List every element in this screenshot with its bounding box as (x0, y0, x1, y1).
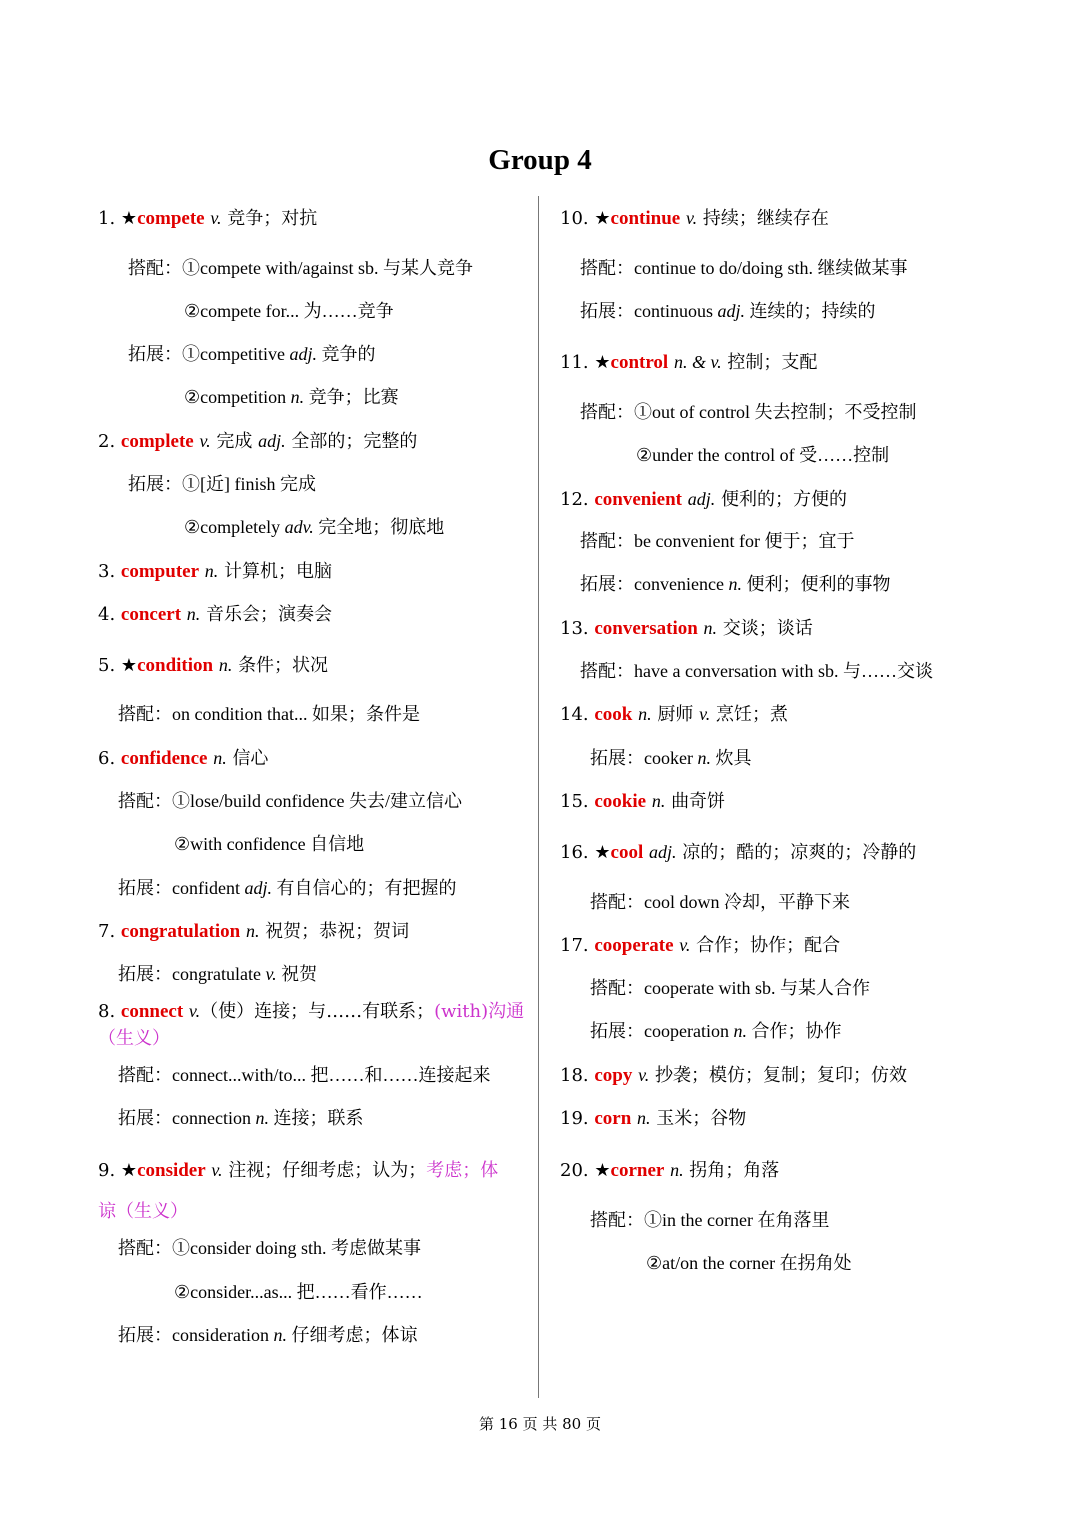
meaning: 条件；状况 (238, 655, 329, 676)
extension-label: 拓展： (580, 574, 634, 594)
entry-20-headword-line (560, 1158, 779, 1184)
extension-word: ①competitive (182, 344, 285, 364)
part-of-speech-2: adj. (258, 431, 286, 451)
entry-14-headword-line (560, 702, 788, 728)
collocation-label: 搭配： (118, 704, 172, 724)
collocation-label: 搭配： (590, 892, 644, 912)
entry-number: 15. (560, 791, 589, 812)
entry-18-headword-line (560, 1063, 907, 1089)
collocation-text: ①out of control 失去控制；不受控制 (634, 402, 917, 422)
entry-7-extension-1 (118, 962, 317, 988)
entry-number: 2. (98, 431, 116, 452)
part-of-speech: n. (651, 791, 666, 811)
part-of-speech: n. (273, 1325, 287, 1345)
extended-meaning: 考虑；体 (426, 1160, 499, 1181)
meaning: 持续；继续存在 (702, 208, 829, 229)
part-of-speech: n. (255, 1108, 269, 1128)
entry-2-extension-1 (128, 472, 316, 498)
headword: copy (594, 1065, 633, 1086)
meaning: 信心 (232, 748, 269, 769)
entry-number: 12. (560, 489, 589, 510)
entry-number: 4. (98, 604, 116, 625)
collocation-text: ①in the corner 在角落里 (644, 1210, 830, 1230)
entry-8-collocation-1 (118, 1063, 490, 1089)
collocation-label: 搭配： (128, 258, 182, 278)
meaning: 便利的；方便的 (720, 489, 847, 510)
entry-1-collocation-2 (184, 299, 394, 325)
extension-word: continuous (634, 301, 713, 321)
meaning: （使）连接；与……有联系； (200, 1001, 435, 1022)
entry-number: 11. (560, 352, 589, 373)
entry-number: 18. (560, 1065, 589, 1086)
entry-number: 17. (560, 935, 589, 956)
part-of-speech: n. (670, 1160, 684, 1180)
extension-word: cooperation (644, 1021, 729, 1041)
extension-word: congratulate (172, 964, 261, 984)
entry-11-collocation-1 (580, 400, 916, 426)
entry-13-collocation-1 (580, 659, 933, 685)
extension-meaning: 合作；协作 (751, 1021, 842, 1041)
entry-number: 9. (98, 1160, 116, 1181)
extension-meaning: 完全地；彻底地 (318, 517, 445, 537)
entry-number: 5. (98, 655, 116, 676)
entry-8-headword-line-cont (98, 1027, 170, 1053)
part-of-speech: v. (199, 431, 211, 451)
extension-word: cooker (644, 748, 693, 768)
extension-word: ②completely (184, 517, 281, 537)
star-icon: ★ (594, 842, 611, 863)
entry-19-headword-line (560, 1106, 746, 1132)
entry-9-collocation-2 (174, 1280, 423, 1306)
entry-1-extension-1 (128, 342, 376, 368)
entry-5-headword-line (98, 653, 328, 679)
headword: cool (610, 842, 644, 863)
headword: condition (137, 655, 214, 676)
meaning: 注视；仔细考虑；认为； (228, 1160, 427, 1181)
part-of-speech: n. (213, 748, 227, 768)
extension-meaning: 便利；便利的事物 (746, 574, 891, 594)
entry-number: 1. (98, 208, 116, 229)
entry-9-headword-line (98, 1158, 498, 1184)
part-of-speech: n. (728, 574, 742, 594)
part-of-speech: n. (638, 704, 652, 724)
headword: corner (610, 1160, 665, 1181)
entry-6-headword-line (98, 746, 268, 772)
collocation-label: 搭配： (590, 978, 644, 998)
part-of-speech: v. (210, 208, 222, 228)
part-of-speech: n. (703, 618, 718, 638)
entry-8-headword-line (98, 999, 524, 1025)
meaning-2: 全部的；完整的 (291, 431, 418, 452)
entry-1-collocation-1 (128, 256, 473, 282)
part-of-speech: v. (211, 1160, 223, 1180)
entry-4-headword-line (98, 602, 332, 628)
entry-6-collocation-1 (118, 789, 462, 815)
part-of-speech: n. (186, 604, 201, 624)
headword: computer (120, 561, 200, 582)
headword: convenient (594, 489, 682, 510)
meaning: 凉的；酷的；凉爽的；冷静的 (682, 842, 917, 863)
page-footer: 第 16 页 共 80 页 (478, 1415, 601, 1433)
entry-12-extension-1 (580, 572, 890, 598)
part-of-speech: v. (638, 1065, 650, 1085)
entry-9-collocation-1 (118, 1236, 421, 1262)
collocation-text: have a conversation with sb. 与……交谈 (634, 661, 933, 681)
headword: connect (120, 1001, 184, 1022)
entry-number: 10. (560, 208, 589, 229)
entry-number: 8. (98, 1001, 116, 1022)
part-of-speech: n. (204, 561, 219, 581)
meaning: 音乐会；演奏会 (206, 604, 333, 625)
star-icon: ★ (594, 1160, 611, 1181)
part-of-speech: n. (637, 1108, 651, 1128)
meaning: 玉米；谷物 (656, 1108, 747, 1129)
entry-number: 14. (560, 704, 589, 725)
extended-meaning-note: 谅（生义） (98, 1201, 188, 1222)
meaning: 合作；协作；配合 (696, 935, 841, 956)
collocation-label: 搭配： (118, 1065, 172, 1085)
headword: cooperate (594, 935, 674, 956)
entry-number: 16. (560, 842, 589, 863)
extension-word: connection (172, 1108, 251, 1128)
headword: control (610, 352, 669, 373)
entry-number: 6. (98, 748, 116, 769)
entry-17-headword-line (560, 933, 840, 959)
extension-word: consideration (172, 1325, 269, 1345)
entry-1-extension-2 (184, 385, 399, 411)
extension-meaning: 连接；联系 (273, 1108, 364, 1128)
star-icon: ★ (120, 1160, 138, 1181)
extension-meaning: 炊具 (715, 748, 752, 768)
extension-meaning: 仔细考虑；体谅 (291, 1325, 418, 1345)
headword: concert (120, 604, 182, 625)
entry-20-collocation-1 (590, 1208, 829, 1234)
entry-5-collocation-1 (118, 702, 420, 728)
entry-20-collocation-2 (646, 1251, 852, 1277)
meaning: 竞争；对抗 (227, 208, 318, 229)
part-of-speech: n. (697, 748, 711, 768)
entry-number: 3. (98, 561, 116, 582)
extension-word: confident (172, 878, 240, 898)
collocation-label: 搭配： (118, 1238, 172, 1258)
collocation-label: 搭配： (580, 258, 634, 278)
collocation-text: cooperate with sb. 与某人合作 (644, 978, 870, 998)
extension-label: 拓展： (118, 1325, 172, 1345)
part-of-speech-2: v. (699, 704, 711, 724)
meaning: 完成 (216, 431, 253, 452)
collocation-text: ①compete with/against sb. 与某人竞争 (182, 258, 473, 278)
entry-13-headword-line (560, 616, 813, 642)
extension-label: 拓展： (590, 748, 644, 768)
meaning: 抄袭；模仿；复制；复印；仿效 (655, 1065, 907, 1086)
extension-label: 拓展： (118, 1108, 172, 1128)
meaning: 厨师 (657, 704, 694, 725)
collocation-text: connect...with/to... 把……和……连接起来 (172, 1065, 491, 1085)
column-divider (538, 196, 539, 1398)
part-of-speech: v. (188, 1001, 201, 1021)
headword: corn (594, 1108, 632, 1129)
entry-2-extension-2 (184, 515, 444, 541)
entry-9-headword-line-cont (98, 1200, 188, 1226)
part-of-speech: adj. (687, 489, 716, 509)
part-of-speech: n. (245, 921, 260, 941)
entry-number: 19. (560, 1108, 589, 1129)
part-of-speech: adj. (717, 301, 746, 321)
part-of-speech: adj. (289, 344, 317, 364)
entry-2-headword-line (98, 429, 417, 455)
entry-7-headword-line (98, 919, 409, 945)
headword: conversation (594, 618, 698, 639)
headword: cook (594, 704, 633, 725)
entry-17-collocation-1 (590, 976, 870, 1002)
entry-11-collocation-2 (636, 443, 889, 469)
entry-number: 13. (560, 618, 589, 639)
meaning: 拐角；角落 (689, 1160, 780, 1181)
entry-15-headword-line (560, 789, 725, 815)
extension-text: ①[近] finish 完成 (182, 474, 316, 494)
star-icon: ★ (120, 208, 138, 229)
entry-12-collocation-1 (580, 529, 854, 555)
entry-14-extension-1 (590, 746, 751, 772)
entry-number: 7. (98, 921, 116, 942)
star-icon: ★ (594, 208, 611, 229)
entry-number: 20. (560, 1160, 589, 1181)
page-title: Group 4 (488, 144, 592, 176)
part-of-speech: adj. (244, 878, 272, 898)
meaning: 计算机；电脑 (223, 561, 332, 582)
headword: confidence (120, 748, 208, 769)
extension-label: 拓展： (118, 964, 172, 984)
extension-label: 拓展： (128, 344, 182, 364)
entry-12-headword-line (560, 487, 847, 513)
part-of-speech: adv. (284, 517, 314, 537)
entry-3-headword-line (98, 559, 332, 585)
entry-6-extension-1 (118, 876, 457, 902)
collocation-label: 搭配： (118, 791, 172, 811)
headword: continue (610, 208, 681, 229)
collocation-text: ②under the control of 受……控制 (636, 445, 890, 465)
entry-11-headword-line (560, 350, 817, 376)
extension-word: ②competition (184, 387, 287, 407)
extension-label: 拓展： (590, 1021, 644, 1041)
meaning: 交谈；谈话 (722, 618, 813, 639)
entry-10-collocation-1 (580, 256, 908, 282)
part-of-speech: adj. (648, 842, 677, 862)
extension-label: 拓展： (580, 301, 634, 321)
headword: complete (120, 431, 194, 452)
part-of-speech: v. (685, 208, 698, 228)
collocation-text: on condition that... 如果；条件是 (172, 704, 420, 724)
headword: compete (137, 208, 205, 229)
part-of-speech: n. (218, 655, 233, 675)
meaning: 祝贺；恭祝；贺词 (265, 921, 410, 942)
collocation-text: be convenient for 便于；宜于 (634, 531, 855, 551)
collocation-label: 搭配： (580, 531, 634, 551)
entry-17-extension-1 (590, 1019, 841, 1045)
part-of-speech: n. & v. (673, 352, 722, 372)
meaning: 曲奇饼 (671, 791, 726, 812)
part-of-speech: n. (290, 387, 305, 407)
collocation-label: 搭配： (590, 1210, 644, 1230)
meaning-2: 烹饪；煮 (715, 704, 788, 725)
extension-label: 拓展： (128, 474, 182, 494)
extension-label: 拓展： (118, 878, 172, 898)
star-icon: ★ (594, 352, 611, 373)
part-of-speech: n. (733, 1021, 747, 1041)
extension-meaning: 祝贺 (281, 964, 318, 984)
entry-10-headword-line (560, 206, 829, 232)
collocation-text: ②with confidence 自信地 (174, 834, 365, 854)
headword: cookie (594, 791, 647, 812)
extension-word: convenience (634, 574, 724, 594)
part-of-speech: v. (679, 935, 691, 955)
extension-meaning: 有自信心的；有把握的 (276, 878, 457, 898)
entry-9-extension-1 (118, 1323, 417, 1349)
extension-meaning: 连续的；持续的 (749, 301, 876, 321)
extension-meaning: 竞争；比赛 (308, 387, 399, 407)
collocation-text: ②at/on the corner 在拐角处 (646, 1253, 852, 1273)
collocation-text: continue to do/doing sth. 继续做某事 (634, 258, 908, 278)
headword: congratulation (120, 921, 241, 942)
part-of-speech: v. (265, 964, 277, 984)
extended-meaning-note: （生义） (98, 1028, 170, 1049)
entry-1-headword-line (98, 206, 317, 232)
star-icon: ★ (120, 655, 138, 676)
collocation-text: ①consider doing sth. 考虑做某事 (172, 1238, 421, 1258)
collocation-text: ①lose/build confidence 失去/建立信心 (172, 791, 462, 811)
collocation-text: cool down 冷却，平静下来 (644, 892, 850, 912)
entry-16-collocation-1 (590, 890, 850, 916)
collocation-text: ②compete for... 为……竞争 (184, 301, 394, 321)
entry-8-extension-1 (118, 1106, 363, 1132)
entry-6-collocation-2 (174, 832, 364, 858)
collocation-label: 搭配： (580, 402, 634, 422)
collocation-text: ②consider...as... 把……看作…… (174, 1282, 423, 1302)
collocation-label: 搭配： (580, 661, 634, 681)
headword: consider (137, 1160, 206, 1181)
entry-16-headword-line (560, 840, 916, 866)
meaning: 控制；支配 (727, 352, 818, 373)
entry-10-extension-1 (580, 299, 876, 325)
extension-meaning: 竞争的 (321, 344, 376, 364)
extended-meaning: (with)沟通 (434, 1001, 525, 1022)
